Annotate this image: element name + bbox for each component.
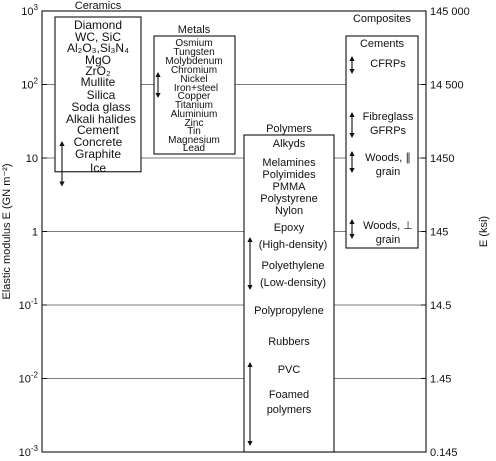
composites-item-2: GFRPs bbox=[369, 125, 407, 137]
composites-item-1: Fibreglass bbox=[362, 111, 414, 123]
polymers-item-10: Polypropylene bbox=[254, 305, 324, 317]
ceramics-item-12: Ice bbox=[89, 161, 107, 175]
metals-item-2: Molybdenum bbox=[165, 56, 223, 67]
polymers-item-9: (Low-density) bbox=[259, 277, 327, 289]
metals-item-11: Magnesium bbox=[168, 135, 220, 146]
metals-item-7: Titanium bbox=[175, 100, 213, 111]
polymers-title: Polymers bbox=[266, 123, 312, 135]
ceramics-item-11: Graphite bbox=[74, 147, 122, 161]
metals-item-6: Copper bbox=[177, 91, 211, 102]
polymers-item-1: Melamines bbox=[262, 157, 316, 169]
composites-item-0: CFRPs bbox=[370, 58, 406, 70]
metals-item-8: Aluminium bbox=[170, 109, 218, 120]
composites-subtitle: Cements bbox=[359, 38, 405, 50]
metals-title: Metals bbox=[177, 24, 211, 36]
ceramics-item-1: WC, SiC bbox=[75, 30, 121, 44]
ceramics-arrow-head-down bbox=[59, 182, 64, 187]
right-axis-label: E (ksi) bbox=[478, 215, 490, 248]
metals-item-0: Osmium bbox=[175, 38, 213, 49]
metals-item-10: Tin bbox=[187, 126, 201, 137]
right-tick-label-5: 1.45 bbox=[430, 373, 452, 386]
composites-item-5: Woods, ⊥ bbox=[363, 220, 413, 232]
ceramics-item-6: Silica bbox=[86, 88, 116, 102]
polymers-item-2: Polyimides bbox=[262, 169, 316, 181]
right-tick-label-3: 145 bbox=[430, 226, 449, 239]
metals-item-12: Lead bbox=[182, 143, 206, 154]
composites-item-3: Woods, ∥ bbox=[365, 152, 411, 164]
left-tick-label-2: 10 bbox=[25, 153, 38, 165]
left-tick-label-4: $10^{-1}$ bbox=[18, 297, 38, 312]
ceramics-title: Ceramics bbox=[74, 0, 122, 12]
polymers-item-6: Epoxy bbox=[273, 222, 305, 234]
right-tick-label-4: 14.5 bbox=[430, 300, 452, 312]
left-tick-label-1: $10^2$ bbox=[21, 76, 38, 92]
ceramics-item-8: Alkali halides bbox=[65, 112, 137, 126]
left-tick-label-6: $10^{-3}$ bbox=[18, 444, 38, 459]
right-tick-label-1: 14 500 bbox=[430, 79, 464, 92]
polymers-item-12: PVC bbox=[277, 364, 301, 376]
ceramics-item-7: Soda glass bbox=[71, 100, 131, 114]
left-tick-label-5: $10^{-2}$ bbox=[18, 370, 38, 386]
ceramics-item-3: MgO bbox=[84, 53, 112, 67]
left-axis-label: Elastic modulus E (GN m⁻²) bbox=[1, 163, 13, 300]
composites-item-6: grain bbox=[375, 234, 401, 246]
polymers-item-3: PMMA bbox=[272, 181, 306, 193]
polymers-item-13: Foamed bbox=[268, 389, 310, 401]
right-tick-label-2: 1450 bbox=[430, 153, 455, 165]
ceramics-item-0: Diamond bbox=[73, 18, 123, 32]
polymers-item-7: (High-density) bbox=[258, 239, 328, 251]
metals-item-5: Iron+steel bbox=[173, 83, 219, 94]
ceramics-item-2: Al₂O₃,Si₃N₄ bbox=[66, 41, 130, 55]
metals-item-1: Tungsten bbox=[173, 47, 215, 58]
left-tick-label-3: 1 bbox=[31, 226, 38, 239]
composites-item-4: grain bbox=[375, 166, 401, 178]
metals-item-9: Zinc bbox=[184, 118, 204, 129]
right-tick-label-0: 145 000 bbox=[430, 6, 470, 18]
left-tick-label-0: $10^3$ bbox=[21, 3, 38, 18]
right-tick-label-6: 0.145 bbox=[430, 447, 458, 459]
ceramics-item-9: Cement bbox=[76, 123, 120, 137]
composites-title: Composites bbox=[352, 13, 412, 25]
polymers-item-14: polymers bbox=[266, 404, 312, 416]
metals-item-3: Chromium bbox=[170, 65, 218, 76]
polymers-item-11: Rubbers bbox=[268, 336, 310, 348]
polymers-item-5: Nylon bbox=[274, 205, 304, 217]
polymers-item-0: Alkyds bbox=[272, 138, 306, 150]
ceramics-item-5: Mullite bbox=[80, 75, 116, 89]
ceramics-item-10: Concrete bbox=[73, 135, 123, 149]
polymers-item-8: Polyethylene bbox=[261, 260, 325, 272]
polymers-item-4: Polystyrene bbox=[260, 193, 318, 205]
metals-item-4: Nickel bbox=[180, 74, 208, 85]
ceramics-item-4: ZrO₂ bbox=[85, 64, 111, 78]
